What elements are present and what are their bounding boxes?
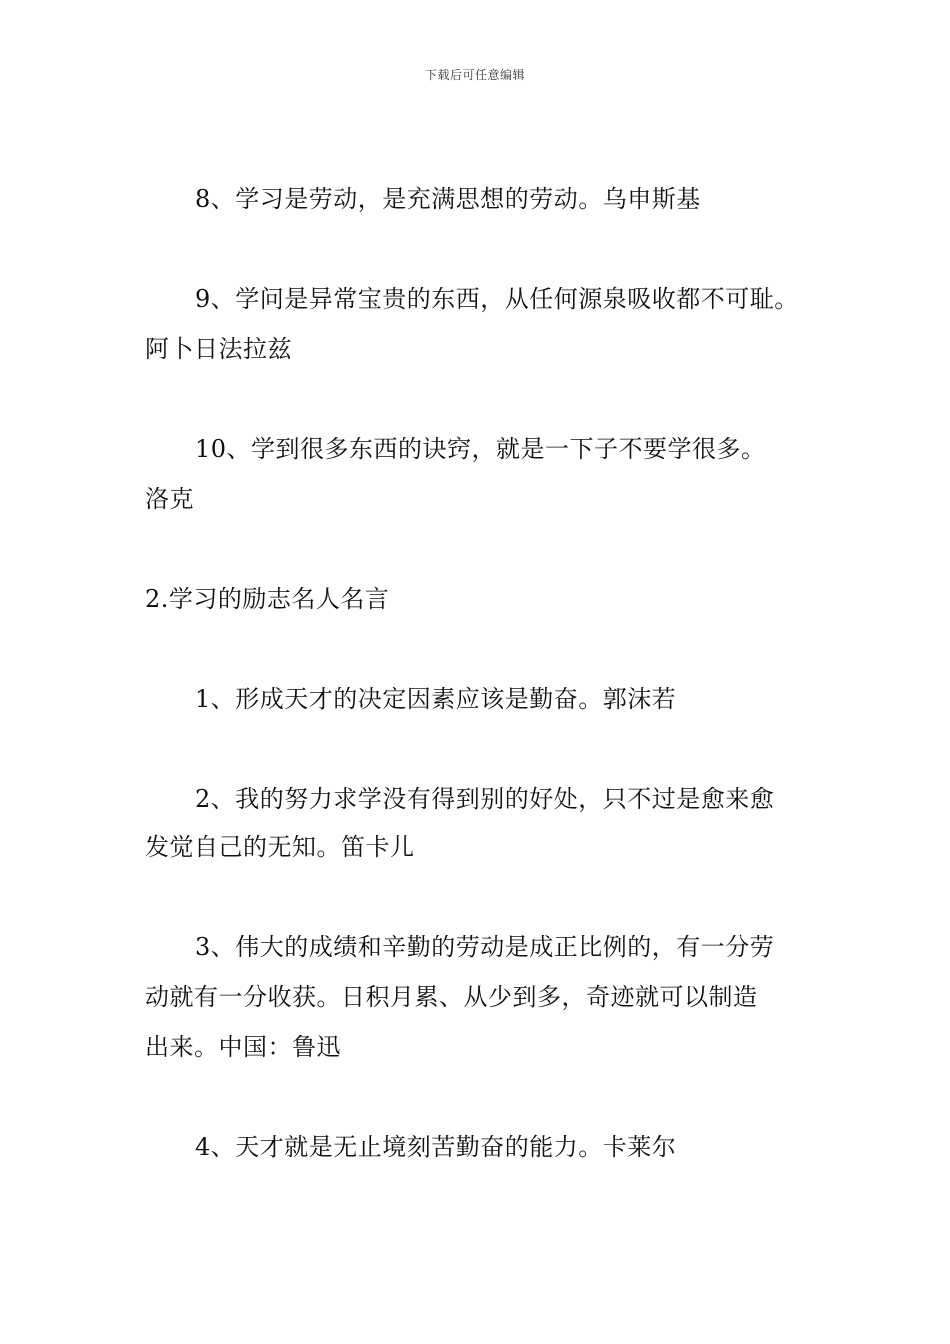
quote-3-line1: 3、伟大的成绩和辛勤的劳动是成正比例的，有一分劳 [195, 933, 775, 961]
quote-4: 4、天才就是无止境刻苦勤奋的能力。卡莱尔 [195, 1133, 677, 1161]
quote-3-line3: 出来。中国：鲁迅 [145, 1033, 341, 1061]
quote-8: 8、学习是劳动，是充满思想的劳动。乌申斯基 [195, 185, 701, 213]
quote-10-line2: 洛克 [145, 485, 194, 513]
section-heading: 2.学习的励志名人名言 [145, 585, 390, 613]
page-header: 下载后可任意编辑 [424, 68, 525, 82]
quote-9-line2: 阿卜日法拉兹 [145, 335, 292, 363]
quote-3-line2: 动就有一分收获。日积月累、从少到多，奇迹就可以制造 [145, 983, 758, 1011]
quote-10-line1: 10、学到很多东西的诀窍，就是一下子不要学很多。 [195, 435, 766, 463]
quote-1: 1、形成天才的决定因素应该是勤奋。郭沫若 [195, 685, 677, 713]
quote-2-line1: 2、我的努力求学没有得到别的好处，只不过是愈来愈 [195, 785, 775, 813]
quote-9-line1: 9、学问是异常宝贵的东西，从任何源泉吸收都不可耻。 [195, 285, 799, 313]
quote-2-line2: 发觉自己的无知。笛卡儿 [145, 833, 415, 861]
